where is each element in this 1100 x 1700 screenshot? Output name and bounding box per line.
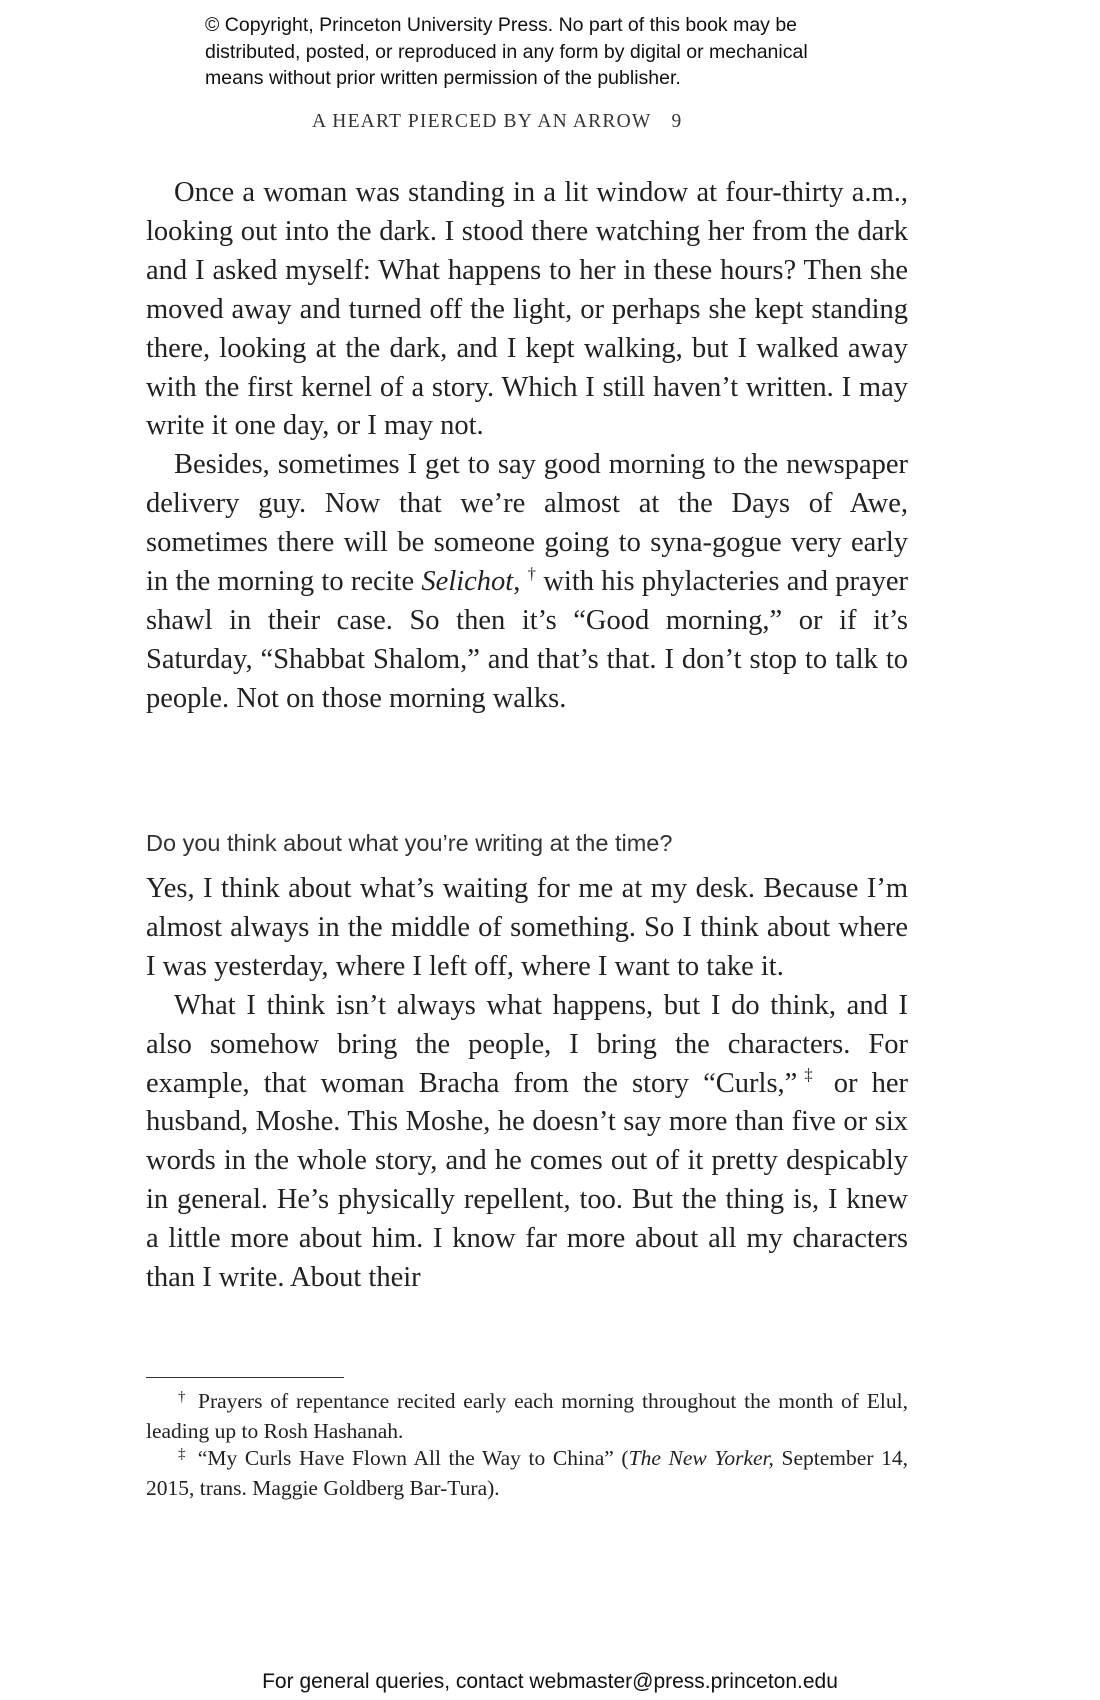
- italic-term: Selichot: [421, 566, 514, 598]
- footnote: [146, 1445, 908, 1502]
- body-section-1: [146, 174, 908, 719]
- paragraph: [146, 446, 908, 718]
- copyright-line: means without prior written permission of the publisher.: [205, 67, 681, 89]
- footnote-text: “My Curls Have Flown All the Way to China” (: [197, 1446, 629, 1470]
- footnote-ref: †: [527, 563, 537, 583]
- page-number: 9: [671, 111, 682, 132]
- paragraph: [146, 987, 908, 1298]
- footnote-text: Prayers of repentance recited early each morning throughout the month of Elul, leading up to Rosh Hashanah.: [146, 1389, 908, 1443]
- footnote: [146, 1388, 908, 1445]
- paragraph-text: or her husband, Moshe. This Moshe, he doesn’t say more than five or six words in the whole story, and he comes out of it pretty despicably in general. He’s physically repellent, too. But the thing is, I knew a little more about him. I know far more about all my characters than I write. About their: [146, 1067, 908, 1294]
- footnotes: [146, 1388, 908, 1502]
- footnote-mark: ‡: [178, 1446, 188, 1463]
- paragraph-text: What I think isn’t always what happens, but I do think, and I also somehow bring the people, I bring the characters. For example, that woman Bracha from the story “Curls,”: [146, 989, 908, 1099]
- publication-title: The New Yorker,: [628, 1446, 774, 1470]
- copyright-line: © Copyright, Princeton University Press. No part of this book may be: [205, 14, 798, 36]
- running-head: [312, 111, 681, 133]
- copyright-line: distributed, posted, or reproduced in any form by digital or mechanical: [205, 40, 808, 63]
- footnote-rule: [146, 1377, 344, 1378]
- footnote-mark: †: [178, 1389, 188, 1406]
- footnote-text: September 14, 2015, trans. Maggie Goldberg Bar-Tura).: [146, 1446, 908, 1500]
- paragraph: Once a woman was standing in a lit window at four-thirty a.m., looking out into the dark. I stood there watching her from the dark and I asked myself: What happens to her in these hours? Then she moved away and turned off the light, or perhaps she kept standing there, looking at the dark, and I kept walking, but I walked away with the first kernel of a story. Which I still haven’t written. I may write it one day, or I may not.: [146, 177, 908, 442]
- paragraph-text: Besides, sometimes I get to say good morning to the newspaper delivery guy. Now that we’re almost at the Days of Awe, sometimes there will be someone going to syna-gogue very early in the morning to recite: [146, 449, 908, 598]
- body-section-2: [146, 870, 908, 1298]
- interview-question: Do you think about what you’re writing at the time?: [146, 830, 673, 856]
- paragraph-text: with his phylacteries and prayer shawl in their case. So then it’s “Good morning,” or if it’s Saturday, “Shabbat Shalom,” and that’s that. I don’t stop to talk to people. Not on those morning walks.: [146, 566, 909, 714]
- copyright-notice: [205, 12, 925, 92]
- running-head-title: A HEART PIERCED BY AN ARROW: [312, 111, 652, 132]
- paragraph-text: ,: [513, 566, 528, 598]
- paragraph: Yes, I think about what’s waiting for me at my desk. Because I’m almost always in the middle of something. So I think about where I was yesterday, where I left off, where I want to take it.: [146, 873, 908, 982]
- footnote-ref: ‡: [797, 1064, 820, 1084]
- footer-contact: For general queries, contact webmaster@press.princeton.edu: [262, 1670, 838, 1693]
